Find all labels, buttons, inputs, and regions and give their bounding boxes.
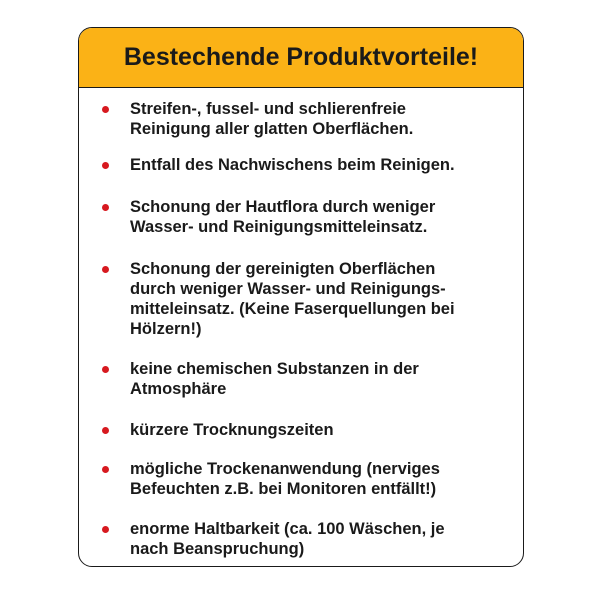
list-item-text: kürzere Trocknungszeiten bbox=[130, 421, 334, 439]
list-item-text: Schonung der gereinigten Oberflächen durch weniger Wasser- und Reinigungs- mitteleinsatz. (Keine Faserquellungen bei Hölzern!) bbox=[130, 260, 455, 338]
bullet-icon bbox=[102, 526, 109, 533]
card-title: Bestechende Produktvorteile! bbox=[123, 43, 479, 71]
bullet-icon bbox=[102, 204, 109, 211]
bullet-icon bbox=[102, 466, 109, 473]
bullet-icon bbox=[102, 162, 109, 169]
bullet-icon bbox=[102, 366, 109, 373]
bullet-icon bbox=[102, 266, 109, 273]
product-benefits-card bbox=[78, 27, 524, 567]
list-item-text: mögliche Trockenanwendung (nerviges Befeuchten z.B. bei Monitoren entfällt!) bbox=[130, 460, 440, 498]
list-item-text: Streifen-, fussel- und schlierenfreie Reinigung aller glatten Oberflächen. bbox=[130, 100, 414, 138]
list-item-text: enorme Haltbarkeit (ca. 100 Wäschen, je nach Beanspruchung) bbox=[130, 520, 445, 558]
bullet-icon bbox=[102, 427, 109, 434]
card-header bbox=[79, 28, 523, 88]
bullet-icon bbox=[102, 106, 109, 113]
list-item-text: Schonung der Hautflora durch weniger Wasser- und Reinigungsmitteleinsatz. bbox=[130, 198, 436, 236]
list-item-text: Entfall des Nachwischens beim Reinigen. bbox=[130, 156, 455, 174]
list-item-text: keine chemischen Substanzen in der Atmosphäre bbox=[130, 360, 419, 398]
